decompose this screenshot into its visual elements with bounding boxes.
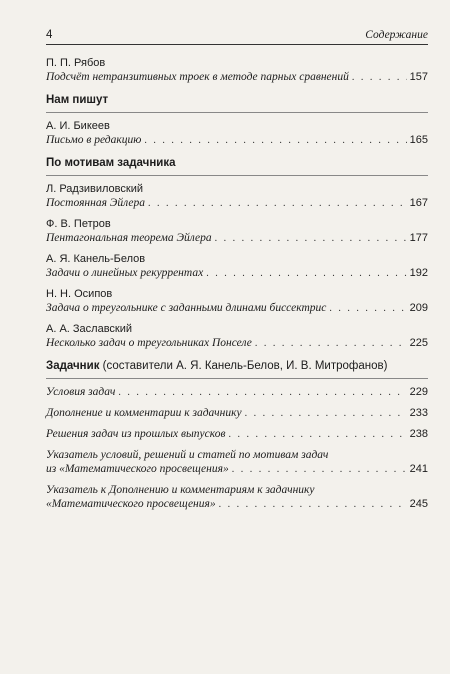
toc-entry[interactable] [46,56,428,85]
toc-entry[interactable] [46,217,428,246]
entry-page: 167 [409,197,428,209]
entry-author: А. Я. Канель-Белов [46,253,146,265]
entry-title: Задача о треугольнике с заданными длинами биссектрис [46,302,327,314]
entry-title: «Математического просвещения» [46,498,216,510]
entry-title: Условия задач [46,386,116,398]
entry-page: 233 [409,407,428,419]
entry-author: П. П. Рябов [46,57,106,69]
entry-title: Пентагональная теорема Эйлера [46,232,212,244]
leader-dots [352,71,407,85]
entry-title-line [46,427,428,442]
section-heading-problems [46,360,428,372]
entry-page: 229 [409,386,428,398]
entry-title-line [46,266,428,281]
divider [46,112,428,113]
section-title: Задачник [46,360,100,372]
section-compilers: (составители А. Я. Канель-Белов, И. В. Митрофанов) [102,360,388,372]
toc-entry[interactable] [46,182,428,211]
toc-entry[interactable] [46,385,428,400]
toc-entry[interactable] [46,406,428,421]
entry-title-line [46,231,428,246]
entry-page: 238 [409,428,428,440]
toc-entry[interactable] [46,287,428,316]
entry-title: из «Математического просвещения» [46,463,229,475]
section-title: По мотивам задачника [46,157,176,169]
entry-title-line [46,70,428,85]
entry-page: 245 [409,498,428,510]
toc-entry[interactable] [46,252,428,281]
entry-title: Подсчёт нетранзитивных троек в методе парных сравнений [46,71,349,83]
entry-page: 209 [409,302,428,314]
leader-dots [228,428,406,442]
leader-dots [255,337,407,351]
entry-title: Дополнение и комментарии к задачнику [46,407,242,419]
entry-title-line [46,385,428,400]
divider [46,378,428,379]
entry-page: 157 [409,71,428,83]
leader-dots [232,463,407,477]
leader-dots [206,267,406,281]
entry-title-first-line: Указатель к Дополнению и комментариям к задачнику [46,484,315,496]
section-heading-motifs [46,157,428,169]
entry-author: Н. Н. Осипов [46,288,113,300]
entry-title-line [46,497,428,512]
page-number: 4 [46,29,53,41]
entry-title: Задачи о линейных рекуррентах [46,267,204,279]
leader-dots [118,386,406,400]
entry-title: Несколько задач о треугольниках Понселе [46,337,252,349]
leader-dots [215,232,407,246]
toc-entry[interactable] [46,427,428,442]
divider [46,175,428,176]
leader-dots [144,134,406,148]
running-header [46,28,428,45]
section-title: Нам пишут [46,94,109,106]
entry-title-line [46,336,428,351]
entry-title-line [46,462,428,477]
section-heading-mail [46,94,428,106]
entry-page: 177 [409,232,428,244]
entry-page: 192 [409,267,428,279]
toc-entry[interactable] [46,322,428,351]
leader-dots [219,498,407,512]
entry-page: 165 [409,134,428,146]
entry-title-line [46,406,428,421]
entry-title-line [46,133,428,148]
entry-title-line [46,196,428,211]
entry-page: 241 [409,463,428,475]
entry-title: Постоянная Эйлера [46,197,145,209]
running-title: Содержание [365,29,428,41]
entry-author: Ф. В. Петров [46,218,111,230]
entry-author: А. А. Заславский [46,323,133,335]
entry-author: Л. Радзивиловский [46,183,143,195]
toc-entry[interactable] [46,119,428,148]
entry-page: 225 [409,337,428,349]
entry-title: Письмо в редакцию [46,134,142,146]
leader-dots [245,407,407,421]
entry-author: А. И. Бикеев [46,120,110,132]
entry-title: Решения задач из прошлых выпусков [46,428,226,440]
entry-title-line [46,301,428,316]
toc-content [46,56,428,518]
leader-dots [148,197,407,211]
toc-entry[interactable] [46,483,428,512]
entry-title-first-line: Указатель условий, решений и статей по мотивам задач [46,449,329,461]
toc-entry[interactable] [46,448,428,477]
leader-dots [329,302,406,316]
